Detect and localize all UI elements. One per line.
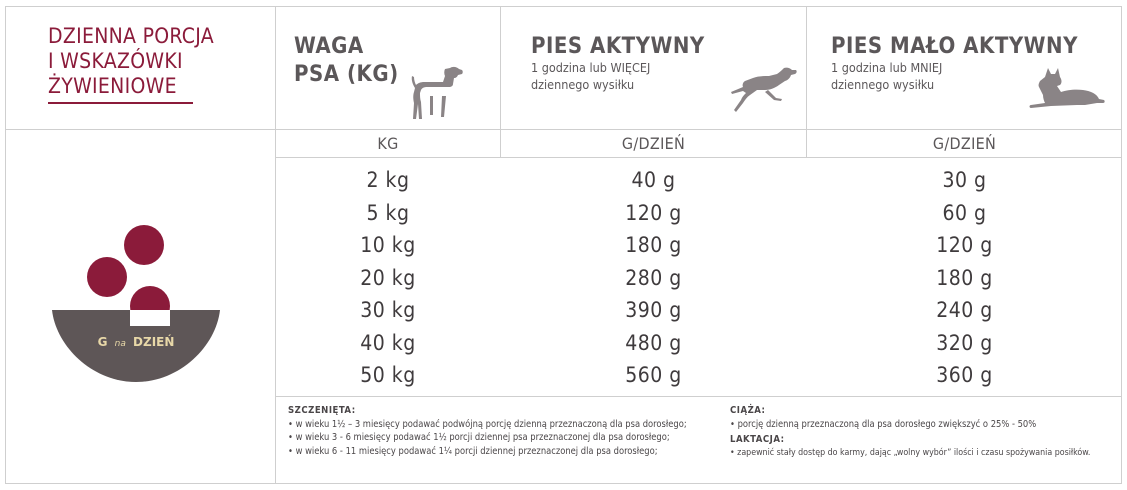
puppies-notes bbox=[288, 404, 687, 458]
active-portion-value: 480 g bbox=[625, 330, 682, 355]
divider-notes bbox=[275, 396, 1122, 397]
active-dog-title: PIES AKTYWNY bbox=[531, 34, 705, 59]
page-title bbox=[48, 24, 268, 99]
weight-value: 50 kg bbox=[360, 363, 416, 387]
weight-value: 20 kg bbox=[360, 265, 416, 290]
title-line-3: ŻYWIENIOWE bbox=[48, 74, 177, 98]
weight-column bbox=[276, 164, 500, 392]
lactation-title: LAKTACJA: bbox=[730, 434, 785, 445]
weight-value: 10 kg bbox=[360, 233, 416, 257]
pregnancy-note: • porcję dzienną przeznaczoną dla psa dorosłego zwiększyć o 25% - 50% bbox=[730, 418, 1037, 430]
less-active-column bbox=[807, 164, 1122, 392]
divider-col3 bbox=[806, 6, 807, 130]
weight-value: 5 kg bbox=[366, 200, 410, 225]
title-line-2: I WSKAZÓWKI bbox=[48, 49, 183, 73]
weight-title bbox=[294, 33, 399, 89]
lactation-note: • zapewnić stały dostęp do karmy, dając „wolny wybór” ilości i czasu spożywania posiłków. bbox=[730, 447, 1091, 458]
less-active-dog-title: PIES MAŁO AKTYWNY bbox=[831, 34, 1078, 59]
bowl-label-dzien: DZIEŃ bbox=[133, 335, 175, 349]
less-active-dog-sub-line-2: dziennego wysiłku bbox=[831, 77, 935, 92]
active-dog-sub-line-1: 1 godzina lub WIĘCEJ bbox=[531, 60, 651, 75]
divider-subheader bbox=[275, 157, 1122, 158]
kibble-icon bbox=[124, 225, 164, 265]
bowl-label-na: na bbox=[114, 339, 126, 349]
lying-dog-icon bbox=[1026, 66, 1108, 110]
less-active-portion-value: 320 g bbox=[936, 330, 993, 355]
running-dog-icon bbox=[722, 62, 800, 114]
less-active-dog-sub-line-1: 1 godzina lub MNIEJ bbox=[831, 60, 943, 75]
weight-value: 30 kg bbox=[360, 298, 416, 322]
divider-col2 bbox=[500, 6, 501, 130]
weight-value: 2 kg bbox=[366, 168, 410, 192]
title-line-1: DZIENNA PORCJA bbox=[48, 24, 215, 48]
less-active-dog-subtitle bbox=[831, 59, 942, 93]
active-portion-value: 560 g bbox=[625, 363, 682, 387]
puppies-note: • w wieku 1½ – 3 miesięcy podawać podwójną porcję dzienną przeznaczoną dla psa dorosłego; bbox=[288, 418, 687, 430]
active-portion-value: 180 g bbox=[625, 233, 682, 257]
header-kg: KG bbox=[377, 134, 399, 153]
bowl-label-g: G bbox=[97, 335, 108, 349]
active-dog-sub-line-2: dziennego wysiłku bbox=[531, 77, 635, 92]
less-active-portion-value: 60 g bbox=[942, 200, 987, 225]
title-underline bbox=[48, 102, 193, 104]
active-portion-value: 390 g bbox=[625, 298, 682, 322]
active-dog-subtitle bbox=[531, 59, 650, 93]
active-portion-value: 120 g bbox=[625, 200, 682, 225]
weight-value: 40 kg bbox=[360, 330, 416, 355]
pregnancy-lactation-notes bbox=[730, 404, 1090, 460]
standing-dog-icon bbox=[406, 60, 468, 122]
less-active-portion-value: 30 g bbox=[942, 168, 987, 192]
active-portion-value: 40 g bbox=[631, 168, 676, 192]
puppies-note: • w wieku 6 - 11 miesięcy podawać 1¼ porcji dziennej przeznaczonej dla psa dorosłego; bbox=[288, 445, 658, 457]
header-active-g-per-day: G/DZIEŃ bbox=[621, 134, 686, 153]
weight-title-line-2: PSA (KG) bbox=[294, 62, 399, 87]
kibble-icon bbox=[87, 257, 127, 297]
less-active-portion-value: 240 g bbox=[936, 298, 993, 322]
header-less-active-g-per-day: G/DZIEŃ bbox=[932, 134, 997, 153]
active-column bbox=[501, 164, 806, 392]
pregnancy-title: CIĄŻA: bbox=[730, 405, 766, 416]
less-active-portion-value: 180 g bbox=[936, 265, 993, 290]
svg-text:G na DZIEŃ bbox=[98, 334, 175, 349]
less-active-portion-value: 120 g bbox=[936, 233, 993, 257]
puppies-title: SZCZENIĘTA: bbox=[288, 405, 356, 416]
puppies-note: • w wieku 3 - 6 miesięcy podawać 1½ porcji dziennej psa przeznaczonej dla psa dorosłego; bbox=[288, 432, 670, 443]
food-bowl-illustration bbox=[48, 222, 226, 388]
active-portion-value: 280 g bbox=[625, 265, 682, 290]
divider-header bbox=[5, 129, 1122, 130]
weight-title-line-1: WAGA bbox=[294, 34, 364, 59]
less-active-portion-value: 360 g bbox=[936, 363, 993, 387]
